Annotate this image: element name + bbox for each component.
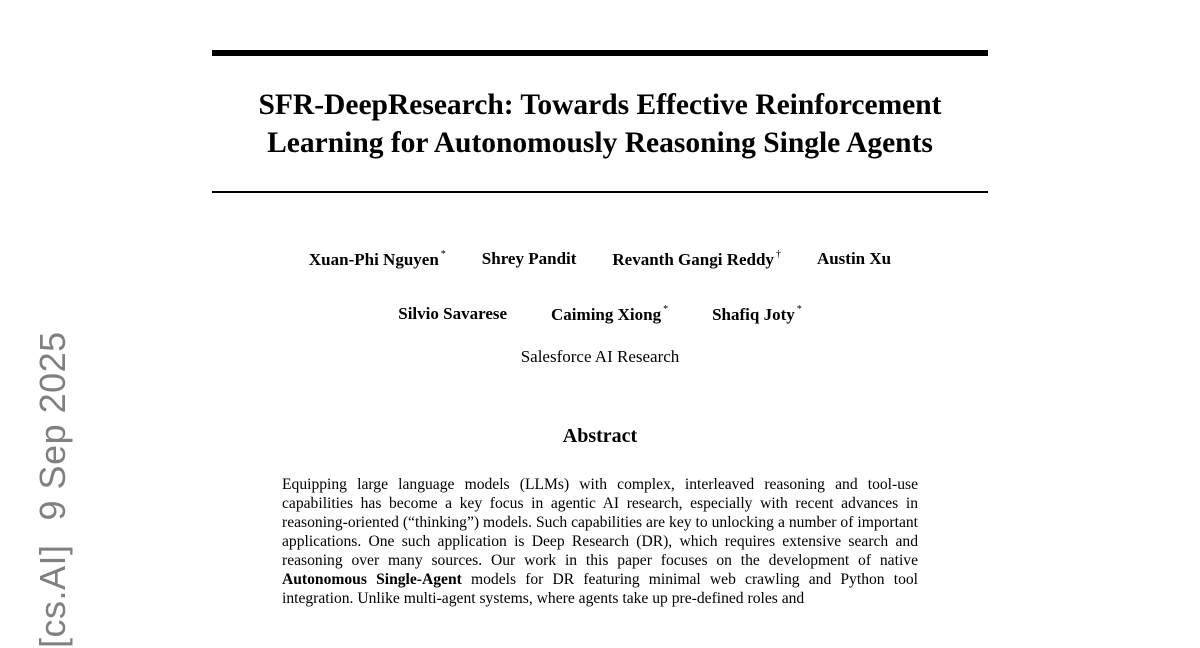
author-mark: *	[663, 304, 669, 315]
abstract-body	[282, 475, 918, 608]
author-name: Silvio Savarese	[398, 304, 508, 323]
arxiv-category: [cs.AI]	[32, 544, 73, 648]
author	[551, 304, 668, 325]
arxiv-date: 9 Sep 2025	[32, 331, 73, 521]
abstract-text-part-2: models for DR featuring minimal web crawling and Python tool integration. Unlike multi-agent systems, where agents take up pre-defined roles and	[282, 571, 918, 607]
author	[309, 249, 446, 270]
title-top-rule	[212, 50, 988, 56]
affiliation: Salesforce AI Research	[520, 347, 680, 366]
author-name: Revanth Gangi Reddy	[612, 250, 774, 269]
author-name: Shrey Pandit	[481, 249, 577, 268]
author	[482, 249, 577, 270]
authors-row-1	[200, 249, 1000, 270]
author	[612, 249, 781, 270]
author-name: Xuan-Phi Nguyen	[308, 250, 439, 269]
author	[817, 249, 891, 270]
author-mark: *	[440, 249, 446, 260]
abstract-text-part-1: Equipping large language models (LLMs) with complex, interleaved reasoning and tool-use capabilities has become a key focus in agentic AI research, especially with recent advances in reasoning-oriented (“thinking”) models. Such capabilities are key to unlocking a number of important applications. One such application is Deep Research (DR), which requires extensive search and reasoning over many sources. Our work in this paper focuses on the development of native	[282, 476, 918, 569]
title-bottom-rule	[212, 191, 988, 193]
abstract-bold-term: Autonomous Single-Agent	[282, 571, 462, 588]
arxiv-side-stamp	[31, 331, 75, 648]
author-name: Austin Xu	[816, 249, 892, 268]
authors-row-2	[200, 304, 1000, 325]
author-name: Caiming Xiong	[551, 305, 662, 324]
title-line-1: SFR-DeepResearch: Towards Effective Reinforcement	[258, 89, 942, 121]
paper-title	[200, 86, 1000, 162]
title-line-2: Learning for Autonomously Reasoning Single Agents	[267, 127, 933, 159]
abstract-heading: Abstract	[562, 425, 638, 447]
author-mark: †	[775, 249, 781, 260]
author-mark: *	[796, 304, 802, 315]
author	[712, 304, 802, 325]
abstract-paragraph	[282, 475, 918, 608]
author	[398, 304, 507, 325]
author-name: Shafiq Joty	[712, 305, 795, 324]
